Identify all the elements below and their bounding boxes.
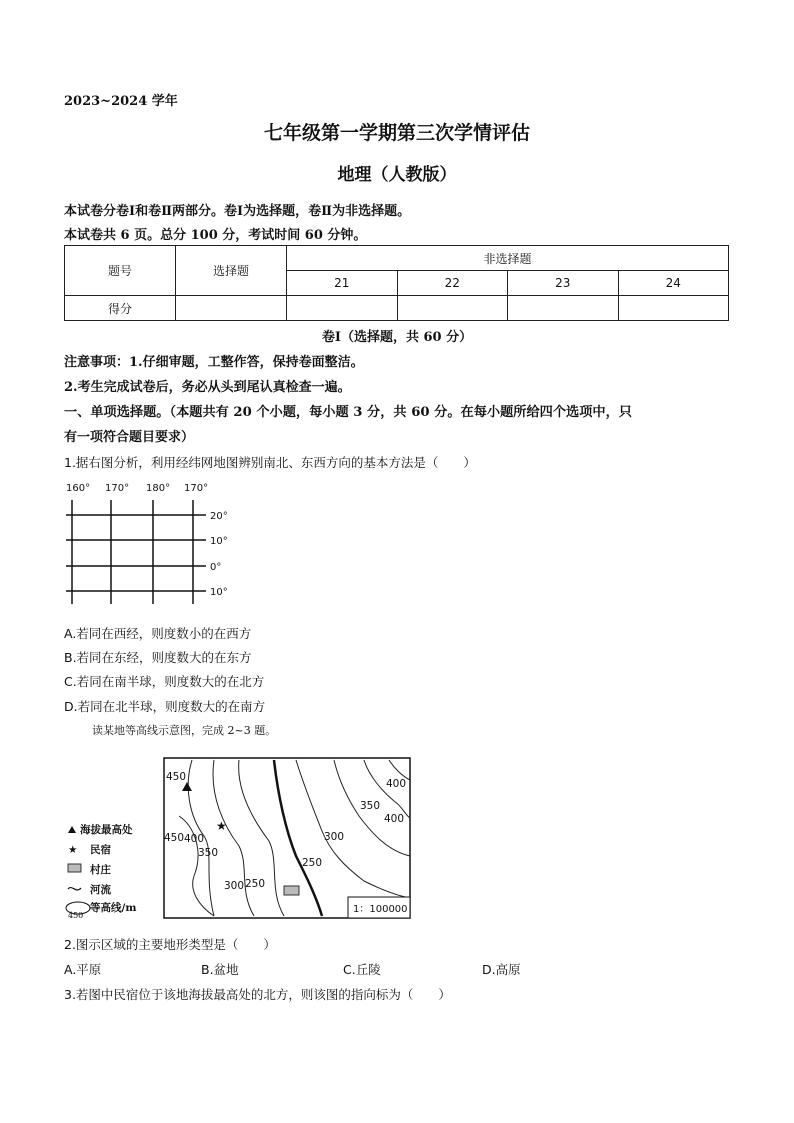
score-table-number: 23 — [508, 271, 619, 296]
question-3-stem: 3.若图中民宿位于该地海拔最高处的北方，则该图的指向标为（ ） — [64, 987, 451, 1002]
score-table — [64, 245, 729, 321]
score-cell[interactable] — [397, 296, 508, 321]
contour-label: 450 — [166, 771, 187, 783]
q2-option-d[interactable]: D.高原 — [482, 962, 521, 977]
legend-village-icon — [68, 864, 81, 872]
q1-option-b[interactable]: B.若同在东经，则度数大的在东方 — [64, 650, 252, 665]
score-cell[interactable] — [618, 296, 729, 321]
notice-2: 2.考生完成试卷后，务必从头到尾认真检查一遍。 — [64, 380, 351, 395]
score-table-header-nonchoice: 非选择题 — [287, 246, 729, 271]
contour-label: 250 — [245, 878, 266, 890]
question-2-stem: 2.图示区域的主要地形类型是（ ） — [64, 937, 276, 952]
score-table-header-question: 题号 — [65, 246, 176, 296]
legend-item: 海拔最高处 — [80, 824, 133, 836]
part-title-line-1: 一、单项选择题。（本题共有 20 个小题，每小题 3 分，共 60 分。在每小题所给四个选项中，只 — [64, 405, 632, 420]
score-cell[interactable] — [176, 296, 287, 321]
exam-title: 七年级第一学期第三次学情评估 — [263, 122, 530, 144]
reading-instruction: 读某地等高线示意图，完成 2~3 题。 — [92, 724, 277, 737]
exam-info-line-1: 本试卷分卷Ⅰ和卷Ⅱ两部分。卷Ⅰ为选择题，卷Ⅱ为非选择题。 — [64, 204, 411, 219]
legend-item: 民宿 — [90, 844, 111, 856]
grid-lat-label: 0° — [210, 562, 222, 573]
map-scale: 1：100000 — [353, 904, 408, 915]
homestay-star-icon: ★ — [216, 819, 227, 833]
lat-long-grid-figure — [64, 478, 244, 608]
notice-1: 注意事项：1.仔细审题，工整作答，保持卷面整洁。 — [64, 355, 364, 370]
grid-lon-label: 160° — [66, 483, 91, 494]
highest-point-marker — [182, 782, 192, 791]
grid-lon-label: 180° — [146, 483, 171, 494]
legend-highest-icon — [68, 826, 76, 833]
legend-contour-sample: 450 — [68, 911, 84, 920]
legend-item: 等高线/m — [90, 902, 137, 914]
score-table-row-label: 得分 — [65, 296, 176, 321]
contour-label: 300 — [224, 880, 245, 892]
contour-label: 300 — [324, 831, 345, 843]
section-title: 卷Ⅰ（选择题，共 60 分） — [321, 330, 473, 345]
contour-label: 400 — [384, 813, 405, 825]
grid-lat-label: 10° — [210, 536, 228, 547]
exam-subtitle: 地理（人教版） — [337, 165, 457, 185]
contour-label: 400 — [184, 833, 205, 845]
legend-star-icon: ★ — [68, 844, 78, 856]
grid-lon-label: 170° — [105, 483, 130, 494]
score-table-number: 21 — [287, 271, 398, 296]
question-1-stem: 1.据右图分析，利用经纬网地图辨别南北、东西方向的基本方法是（ ） — [64, 455, 476, 470]
q1-option-d[interactable]: D.若同在北半球，则度数大的在南方 — [64, 699, 266, 714]
q1-option-c[interactable]: C.若同在南半球，则度数大的在北方 — [64, 674, 265, 689]
q1-option-a[interactable]: A.若同在西经，则度数小的在西方 — [64, 626, 252, 641]
legend-item: 河流 — [90, 884, 111, 896]
q2-option-c[interactable]: C.丘陵 — [343, 962, 381, 977]
score-cell[interactable] — [508, 296, 619, 321]
q2-option-a[interactable]: A.平原 — [64, 962, 102, 977]
contour-label: 250 — [302, 857, 323, 869]
score-table-header-choice: 选择题 — [176, 246, 287, 296]
score-table-number: 22 — [397, 271, 508, 296]
q2-option-b[interactable]: B.盆地 — [201, 962, 239, 977]
contour-label: 350 — [360, 800, 381, 812]
village-marker — [284, 886, 299, 895]
grid-lon-label: 170° — [184, 483, 209, 494]
score-table-number: 24 — [618, 271, 729, 296]
contour-label: 350 — [198, 847, 219, 859]
score-cell[interactable] — [287, 296, 398, 321]
contour-map-figure — [64, 756, 414, 922]
school-year: 2023~2024 学年 — [64, 94, 178, 109]
legend-river-icon — [68, 888, 81, 890]
contour-label: 400 — [386, 778, 407, 790]
grid-lat-label: 10° — [210, 587, 228, 598]
contour-label: 450 — [164, 832, 185, 844]
exam-info-line-2: 本试卷共 6 页。总分 100 分，考试时间 60 分钟。 — [64, 228, 367, 243]
legend-item: 村庄 — [90, 864, 111, 876]
part-title-line-2: 有一项符合题目要求） — [64, 430, 195, 445]
grid-lat-label: 20° — [210, 511, 228, 522]
